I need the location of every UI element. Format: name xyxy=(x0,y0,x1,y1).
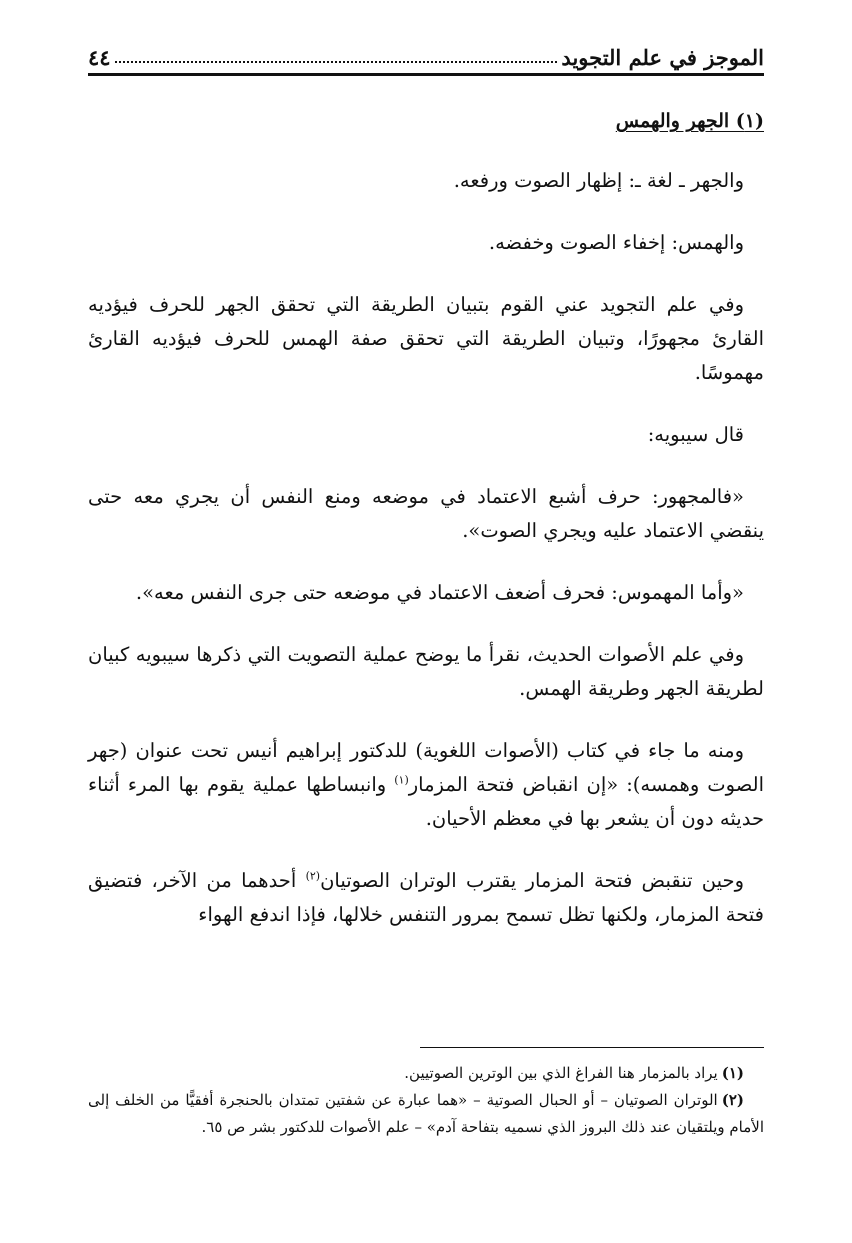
text-run: أحدهما من الآخر، فتضيق فتحة المزمار، ولكنها تظل تسمح بمرور التنفس خلالها، فإذا اندفع الهواء xyxy=(88,869,764,926)
footnote-text: يراد بالمزمار هنا الفراغ الذي بين الوترين الصوتيين. xyxy=(404,1064,718,1082)
paragraph-jahr-definition: والجهر ـ لغة ـ: إظهار الصوت ورفعه. xyxy=(453,169,744,192)
footnote-number: (١) xyxy=(721,1064,744,1082)
footnote-1 xyxy=(88,1060,764,1087)
text-run: ومنه ما جاء في كتاب (الأصوات اللغوية) للدكتور إبراهيم أنيس تحت عنوان (جهر الصوت وهمسه): «إن انقباض فتحة المزمار xyxy=(88,739,764,796)
section-heading: (١) الجهر والهمس xyxy=(615,110,764,132)
footnotes xyxy=(88,1060,764,1141)
quote-mahmus: «وأما المهموس: فحرف أضعف الاعتماد في موضعه حتى جرى النفس معه». xyxy=(135,581,744,604)
main-text xyxy=(88,110,764,960)
paragraph-tajweed: وفي علم التجويد عني القوم بتبيان الطريقة التي تحقق الجهر للحرف فيؤديه القارئ مجهورًا، وتبيان الطريقة التي تحقق صفة الهمس للحرف فيؤديه القارئ مهموسًا. xyxy=(88,293,764,384)
quote-majhur: «فالمجهور: حرف أشبع الاعتماد في موضعه ومنع النفس أن يجري معه حتى ينقضي الاعتماد عليه ويجري الصوت». xyxy=(88,485,764,542)
paragraph-modern-phonetics: وفي علم الأصوات الحديث، نقرأ ما يوضح عملية التصويت التي ذكرها سيبويه كبيان لطريقة الجهر وطريقة الهمس. xyxy=(88,643,764,700)
paragraph-anis-quote xyxy=(88,734,764,836)
footnote-number: (٢) xyxy=(721,1091,744,1109)
footnote-2 xyxy=(88,1087,764,1141)
footnote-separator xyxy=(420,1047,764,1048)
text-run: وحين تنقبض فتحة المزمار يقترب الوتران الصوتيان xyxy=(320,869,744,892)
footnote-ref-2[interactable]: (٢) xyxy=(305,869,321,883)
paragraph-sibawayh-intro: قال سيبويه: xyxy=(647,423,744,446)
paragraph-glottis xyxy=(88,864,764,932)
footnote-text: الوتران الصوتيان – أو الحبال الصوتية – «هما عبارة عن شفتين تمتدان بالحنجرة أفقيًّا من الخلف إلى الأمام ويلتقيان عند ذلك البروز الذي نسميه بتفاحة آدم» – علم الأصوات للدكتور بشر ص ٦٥. xyxy=(88,1091,764,1136)
running-header xyxy=(88,42,764,76)
book-title: الموجز في علم التجويد xyxy=(561,45,764,70)
page-number: ٤٤ xyxy=(88,45,111,70)
text-run: وانبساطها عملية يقوم بها المرء أثناء حديثه دون أن يشعر بها في معظم الأحيان. xyxy=(88,773,764,830)
header-dot-leader xyxy=(115,61,558,63)
footnote-ref-1[interactable]: (١) xyxy=(394,773,409,787)
paragraph-hams-definition: والهمس: إخفاء الصوت وخفضه. xyxy=(488,231,744,254)
